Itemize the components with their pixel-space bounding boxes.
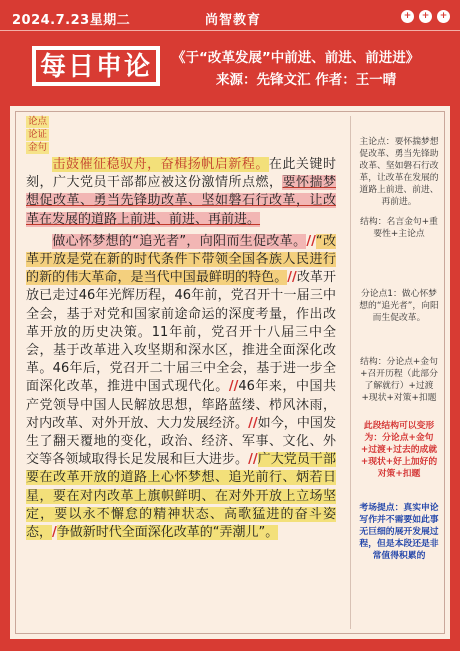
tag-evidence: 论证 <box>28 129 48 140</box>
paragraph-1 <box>26 156 336 229</box>
plus-icon[interactable]: + <box>401 10 414 23</box>
quote-sentence: “改革开放是党在新的时代条件下带领全国各族人民进行的新的伟大革命，是当代中国最鲜明的特色。 <box>26 233 336 286</box>
divider-mark: // <box>228 379 239 395</box>
plus-icon[interactable]: + <box>419 10 432 23</box>
divider-mark: // <box>248 452 258 468</box>
note-sub-argument-1: 分论点1：做心怀梦想的“追光者”，向阳而生促改革。 <box>359 289 439 323</box>
paragraph-1-text: 在此关键时刻，广大党员干部都应被这份激情所点燃， <box>26 157 336 191</box>
legend-tags <box>26 116 336 155</box>
tag-quote: 金句 <box>28 142 48 153</box>
top-bar <box>0 0 460 34</box>
note-variation: 此段结构可以变形为：分论点+金句+过渡+过去的成就+现状+好上加好的对策+扣题 <box>360 421 438 479</box>
header-divider <box>0 30 460 31</box>
brand-name: 尚智教育 <box>205 13 262 28</box>
article-headline: 《于“改革发展”中前进、前进、前进进》 <box>172 50 420 66</box>
note-structure-2: 结构：分论点+金句+召开历程（此部分了解就行）+过渡+现状+对策+扣题 <box>360 357 438 403</box>
article-body <box>26 156 336 542</box>
article-source: 来源：先锋文汇 作者：王一晴 <box>216 72 397 88</box>
history-text: 改革开放已走过46年光辉历程，46年前，党召开十一届三中全会，基于对党和国家前途命运的深度考量，作出改革开放的历史决策。11年前，党召开十八届三中全会，基于改革进入攻坚期和深水区，推进全面深化改革。46年后，党召开二十届三中全会，基于进一步全面深化改革，推进中国式现代化。 <box>26 270 336 395</box>
banner-title: 每日申论 <box>36 50 156 82</box>
paragraph-2 <box>26 233 336 542</box>
window-controls <box>401 10 450 23</box>
tag-argument: 论点 <box>28 116 48 127</box>
banner-badge <box>32 46 160 86</box>
date-label: 2024.7.23星期二 <box>12 13 131 28</box>
divider-mark: // <box>287 270 297 286</box>
sub-argument-1: 做心怀梦想的“追光者”，向阳而生促改革。 <box>52 233 307 249</box>
divider-mark: / <box>52 525 57 541</box>
plus-icon[interactable]: + <box>437 10 450 23</box>
divider-mark: // <box>306 233 316 249</box>
opening-quote: 击鼓催征稳驭舟，奋楫扬帆启新程。 <box>52 157 269 172</box>
closing-text: 争做新时代全面深化改革的“弄潮儿”。 <box>56 525 279 541</box>
article-card <box>10 106 450 639</box>
countermeasure-text: 广大党员干部要在改革开放的道路上心怀梦想、追光前行、炳若日星，要在对内改革上旗帜鲜明、在对外开放上立场坚定，要以永不懈怠的精神状态、高歌猛进的奋斗姿态， <box>26 452 336 541</box>
article-main <box>26 116 336 542</box>
main-argument: 要怀揣梦想促改革、勇当先锋助改革、坚如磐石行改革，让改革在发展的道路上前进、前进、再前进。 <box>26 175 336 227</box>
annotation-column <box>350 116 442 629</box>
status-text: 如今，中国发生了翻天覆地的变化，政治、经济、军事、文化、外交等各领域取得长足发展和巨大进步。 <box>26 415 336 468</box>
note-main-argument: 主论点：要怀揣梦想促改革、勇当先锋助改革、坚如磐石行改革，让改革在发展的道路上前进、前进、再前进。 <box>359 137 439 207</box>
divider-mark: // <box>248 415 258 431</box>
note-exam-tip: 考场提点：真实申论写作并不需要如此事无巨细的展开发展过程，但是本段还是非常值得积累的 <box>359 503 439 561</box>
note-structure-1: 结构：名言金句+重要性+主论点 <box>360 217 438 239</box>
transition-text: 46年来，中国共产党领导中国人民解放思想，筚路蓝缕、栉风沐雨，对内改革、对外开放、大力发展经济。 <box>26 379 336 431</box>
